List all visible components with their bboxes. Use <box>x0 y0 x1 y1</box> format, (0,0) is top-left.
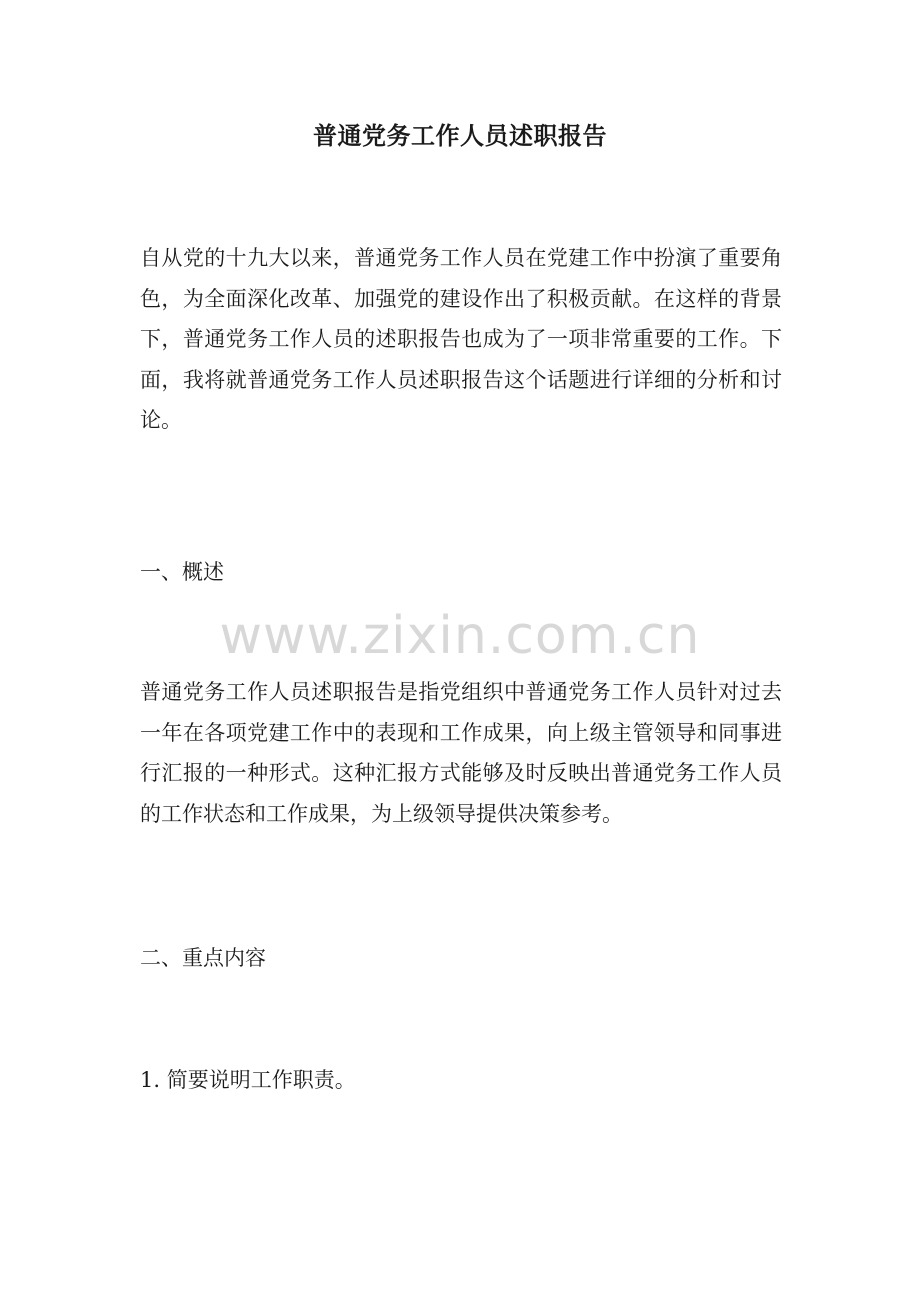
document-title: 普通党务工作人员述职报告 <box>313 121 607 150</box>
section-heading-overview: 一、概述 <box>140 560 224 584</box>
intro-paragraph: 自从党的十九大以来，普通党务工作人员在党建工作中扮演了重要角色，为全面深化改革、加强党的建设作出了积极贡献。在这样的背景下，普通党务工作人员的述职报告也成为了一项非常重要的工作。下面，我将就普通党务工作人员述职报告这个话题进行详细的分析和讨论。 <box>140 246 782 432</box>
watermark: www.zixin.com.cn <box>219 606 701 666</box>
list-item-1: 1. 简要说明工作职责。 <box>140 1068 356 1092</box>
section-heading-key-content: 二、重点内容 <box>140 946 266 970</box>
overview-paragraph: 普通党务工作人员述职报告是指党组织中普通党务工作人员针对过去一年在各项党建工作中的表现和工作成果，向上级主管领导和同事进行汇报的一种形式。这种汇报方式能够及时反映出普通党务工作人员的工作状态和工作成果，为上级领导提供决策参考。 <box>140 680 782 826</box>
